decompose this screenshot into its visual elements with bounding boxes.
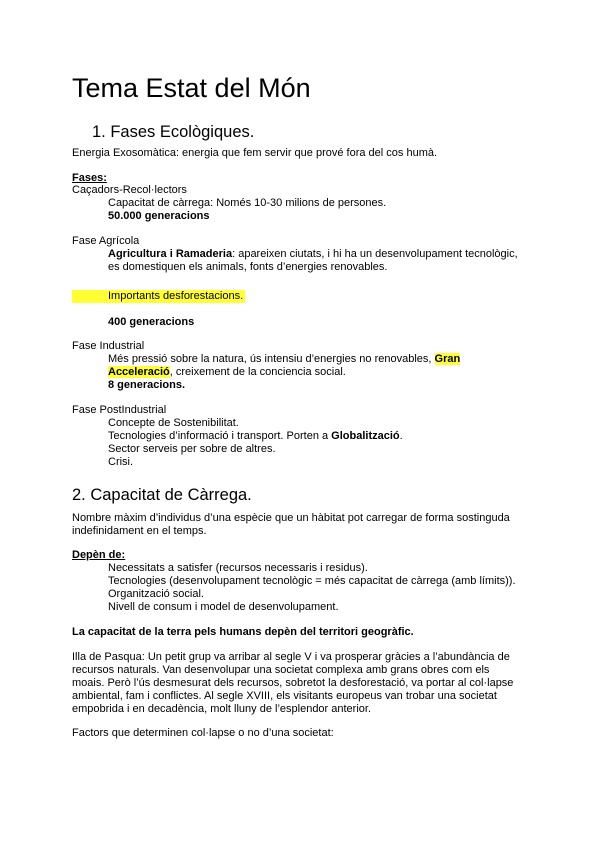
postindustrial-line4: Crisi. bbox=[108, 456, 134, 468]
depen-label: Depèn de: bbox=[72, 549, 126, 561]
section-heading-fases: 1. Fases Ecològiques. bbox=[92, 123, 255, 141]
cacadors-capacitat: Capacitat de càrrega: Només 10-30 milions de persones. bbox=[108, 197, 387, 209]
cacadors-generacions: 50.000 generacions bbox=[108, 210, 210, 222]
section-heading-capacitat: 2. Capacitat de Càrrega. bbox=[72, 486, 252, 504]
agricola-line1: Agricultura i Ramaderia: apareixen ciutats, i hi ha un desenvolupament tecnològic, bbox=[108, 248, 518, 260]
pasqua-paragraph-line: ambiental, fam i conflictes. Al segle XVIII, els visitants europeus van trobar una societat bbox=[72, 690, 497, 702]
definition-line2: indefinidament en el temps. bbox=[72, 525, 207, 537]
fase-cacadors-title: Caçadors-Recol·lectors bbox=[72, 184, 187, 196]
fase-agricola-title: Fase Agrícola bbox=[72, 235, 140, 247]
pasqua-paragraph-line: recursos naturals. Van desenvolupar una societat complexa amb grans obres com els bbox=[72, 664, 490, 676]
industrial-line2: Acceleració, creixement de la conciencia social. bbox=[108, 366, 346, 378]
pasqua-paragraph-line: moais. Però l’ús desmesurat dels recursos, sobretot la desforestació, va portar al col·lapse bbox=[72, 677, 514, 689]
bold-statement: La capacitat de la terra pels humans depèn del territori geogràfic. bbox=[72, 626, 414, 638]
page-title: Tema Estat del Món bbox=[72, 73, 311, 103]
intro-text: Energia Exosomàtica: energia que fem servir que prové fora del cos humà. bbox=[72, 147, 438, 159]
pasqua-paragraph-line: empobrida i en decadència, molt lluny de l’esplendor anterior. bbox=[72, 703, 372, 715]
pasqua-paragraph-line: Illa de Pasqua: Un petit grup va arribar al segle V i va prosperar gràcies a l’abundància de bbox=[72, 651, 510, 663]
fase-industrial-title: Fase Industrial bbox=[72, 340, 145, 352]
postindustrial-line3: Sector serveis per sobre de altres. bbox=[108, 443, 276, 455]
depen-item: Organització social. bbox=[108, 588, 204, 600]
definition-line1: Nombre màxim d’individus d’una espècie que un hàbitat pot carregar de forma sostinguda bbox=[72, 512, 510, 524]
fase-postindustrial-title: Fase PostIndustrial bbox=[72, 404, 167, 416]
depen-item: Necessitats a satisfer (recursos necessaris i residus). bbox=[108, 562, 368, 574]
depen-item: Tecnologies (desenvolupament tecnològic = més capacitat de càrrega (amb límits)). bbox=[108, 575, 516, 587]
fases-label: Fases: bbox=[72, 172, 107, 184]
industrial-generacions: 8 generacions. bbox=[108, 379, 186, 391]
factors-text: Factors que determinen col·lapse o no d’una societat: bbox=[72, 727, 334, 739]
postindustrial-line2: Tecnologies d’informació i transport. Porten a Globalització. bbox=[108, 430, 403, 442]
industrial-line1: Més pressió sobre la natura, ús intensiu d’energies no renovables, Gran bbox=[108, 353, 461, 365]
postindustrial-line1: Concepte de Sostenibilitat. bbox=[108, 417, 239, 429]
agricola-highlight: Importants desforestacions. bbox=[108, 290, 244, 302]
agricola-generacions: 400 generacions bbox=[108, 316, 195, 328]
agricola-line2: es domestiquen els animals, fonts d’energies renovables. bbox=[108, 261, 388, 273]
depen-item: Nivell de consum i model de desenvolupament. bbox=[108, 601, 339, 613]
